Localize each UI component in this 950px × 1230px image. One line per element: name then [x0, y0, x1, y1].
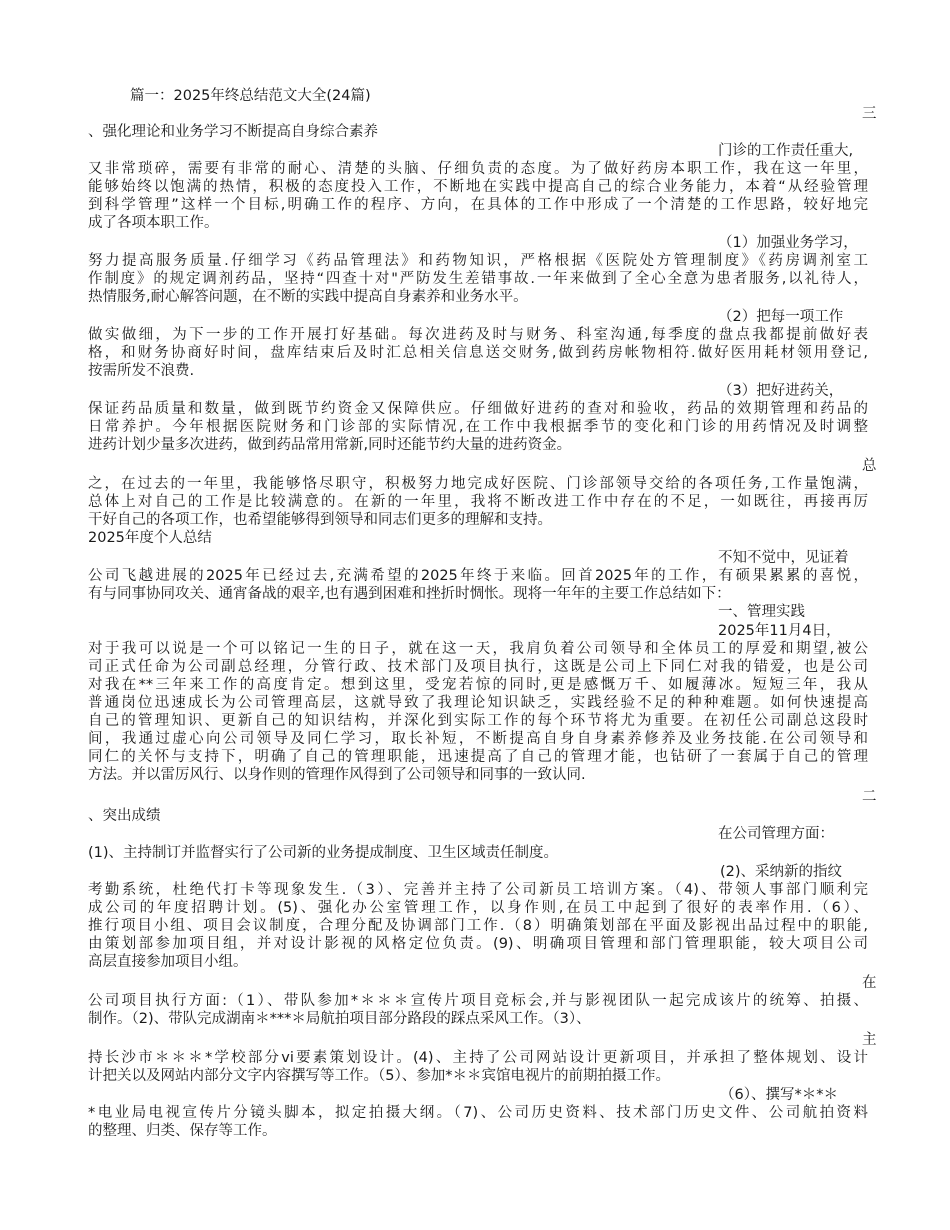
body-line: 对于我可以说是一个可以铭记一生的日子，就在这一天，我肩负着公司领导和全体员工的厚爱和期望,被公	[88, 641, 868, 657]
paragraph-start: （2）把每一项工作	[718, 309, 844, 325]
heading-fragment: 在	[862, 975, 877, 991]
section-heading: 2025年度个人总结	[88, 530, 212, 546]
subsection-heading: 一、管理实践	[718, 604, 805, 620]
paragraph-start: 在公司管理方面：	[718, 826, 834, 842]
heading-fragment: 总	[862, 458, 877, 474]
body-line: 普通岗位迅速成长为公司管理高层，这就导致了我理论知识缺乏，实践经验不足的种种难题。如何快速提高	[88, 695, 868, 711]
body-line: 格，和财务协商好时间，盘库结束后及时汇总相关信息送交财务,做到药房帐物相符.做好医用耗材领用登记,	[88, 345, 868, 361]
paragraph-start: 2025年11月4日，	[718, 623, 841, 639]
body-line: 的整理、归类、保存等工作。	[88, 1123, 277, 1139]
body-line: 努力提高服务质量.仔细学习《药品管理法》和药物知识，严格根据《医院处方管理制度》《药房调剂室工	[88, 253, 868, 269]
body-line: 保证药品质量和数量，做到既节约资金又保障供应。仔细做好进药的查对和验收，药品的效期管理和药品的	[88, 401, 868, 417]
heading-fragment: 三	[862, 106, 877, 122]
body-line: 计把关以及网站内部分文字内容撰写等工作。（5）、参加*＊＊宾馆电视片的前期拍摄工作。	[88, 1068, 670, 1084]
section-heading: 、强化理论和业务学习不断提高自身综合素养	[88, 124, 378, 140]
section-heading: 、突出成绩	[88, 808, 161, 824]
body-line: 干好自己的各项工作，也希望能够得到领导和同志们更多的理解和支持。	[88, 512, 552, 528]
paragraph-start: （1）加强业务学习，	[718, 235, 858, 251]
body-line: 推行项目小组、项目会议制度，合理分配及协调部门工作.（8）明确策划部在平面及影视出品过程中的职能,	[88, 918, 868, 934]
body-line: 日常养护。今年根据医院财务和门诊部的实际情况,在工作中我根据季节的变化和门诊的用药情况及时调整	[88, 419, 868, 435]
body-line: 公司项目执行方面:（1）、带队参加*＊＊＊宣传片项目竞标会,并与影视团队一起完成该片的统筹、拍摄、	[88, 993, 868, 1009]
document-title: 篇一：2025年终总结范文大全(24篇)	[130, 88, 371, 104]
body-line: 高层直接参加项目小组。	[88, 954, 248, 970]
body-line: 司正式任命为公司副总经理，分管行政、技术部门及项目执行，这既是公司上下同仁对我的错爱，也是公司	[88, 659, 868, 675]
body-line: 公司飞越进展的2025年已经过去,充满希望的2025年终于来临。回首2025年的工作，有硕果累累的喜悦，	[88, 568, 868, 584]
paragraph-start: (2)、采纳新的指纹	[720, 864, 843, 880]
body-line: 考勤系统，杜绝代打卡等现象发生.（3）、完善并主持了公司新员工培训方案。（4)、带领人事部门顺利完	[88, 882, 868, 898]
paragraph-start: 不知不觉中，见证着	[718, 550, 849, 566]
body-line: 对我在**三年来工作的高度肯定。想到这里，受宠若惊的同时,更是感慨万千、如履薄冰。短短三年，我从	[88, 677, 868, 693]
heading-fragment: 二	[862, 789, 877, 805]
body-line: 自己的管理知识、更新自己的知识结构，并深化到实际工作的每个环节将尤为重要。在初任公司副总这段时	[88, 713, 868, 729]
heading-fragment: 主	[862, 1032, 877, 1048]
body-line: 间，我通过虚心向公司领导及同仁学习，取长补短，不断提高自身自身素养修养及业务技能.在公司领导和	[88, 731, 868, 747]
body-line: 之，在过去的一年里，我能够恪尽职守，积极努力地完成好医院、门诊部领导交给的各项任务,工作量饱满，	[88, 476, 868, 492]
paragraph-start: （6）、撰写*＊*＊	[720, 1087, 838, 1103]
body-line: (1)、主持制订并监督实行了公司新的业务提成制度、卫生区域责任制度。	[88, 845, 559, 861]
body-line: 由策划部参加项目组，并对设计影视的风格定位负责。(9)、明确项目管理和部门管理职能，较大项目公司	[88, 936, 868, 952]
body-line: 有与同事协同攻关、通宵备战的艰辛,也有遇到困难和挫折时惆怅。现将一年年的主要工作总结如下：	[88, 586, 731, 602]
body-line: 制作。（2)、带队完成湖南＊***＊局航拍项目部分路段的踩点采风工作。（3）、	[88, 1011, 591, 1027]
body-line: 到科学管理”这样一个目标,明确工作的程序、方向，在具体的工作中形成了一个清楚的工作思路，较好地完	[88, 197, 868, 213]
body-line: *电业局电视宣传片分镜头脚本，拟定拍摄大纲。（7)、公司历史资料、技术部门历史文件、公司航拍资料	[88, 1105, 868, 1121]
paragraph-start: （3）把好进药关，	[718, 383, 844, 399]
body-line: 方法。并以雷厉风行、以身作则的管理作风得到了公司领导和同事的一致认同.	[88, 767, 586, 783]
body-line: 进药计划少量多次进药，做到药品常用常新,同时还能节约大量的进药资金。	[88, 437, 572, 453]
body-line: 同仁的关怀与支持下，明确了自己的管理职能，迅速提高了自己的管理才能，也钻研了一套属于自己的管理	[88, 749, 868, 765]
body-line: 总体上对自己的工作是比较满意的。在新的一年里，我将不断改进工作中存在的不足，一如既往，再接再厉	[88, 494, 868, 510]
body-line: 能够始终以饱满的热情，积极的态度投入工作，不断地在实践中提高自己的综合业务能力，本着“从经验管理	[88, 179, 868, 195]
body-line: 作制度》的规定调剂药品，坚持“四查十对"严防发生差错事故.一年来做到了全心全意为患者服务,以礼待人，	[88, 271, 868, 287]
body-line: 做实做细，为下一步的工作开展打好基础。每次进药及时与财务、科室沟通,每季度的盘点我都提前做好表	[88, 327, 868, 343]
body-line: 热情服务,耐心解答问题，在不断的实践中提高自身素养和业务水平。	[88, 289, 528, 305]
body-line: 持长沙市＊＊＊*学校部分vi要素策划设计。(4)、主持了公司网站设计更新项目，并承担了整体规划、设计	[88, 1050, 868, 1066]
body-line: 成公司的年度招聘计划。(5)、强化办公室管理工作，以身作则,在员工中起到了很好的表率作用.（6）、	[88, 900, 868, 916]
paragraph-start: 门诊的工作责任重大,	[718, 143, 854, 159]
body-line: 成了各项本职工作。	[88, 215, 219, 231]
body-line: 又非常琐碎，需要有非常的耐心、清楚的头脑、仔细负责的态度。为了做好药房本职工作，我在这一年里，	[88, 161, 868, 177]
body-line: 按需所发不浪费.	[88, 363, 195, 379]
